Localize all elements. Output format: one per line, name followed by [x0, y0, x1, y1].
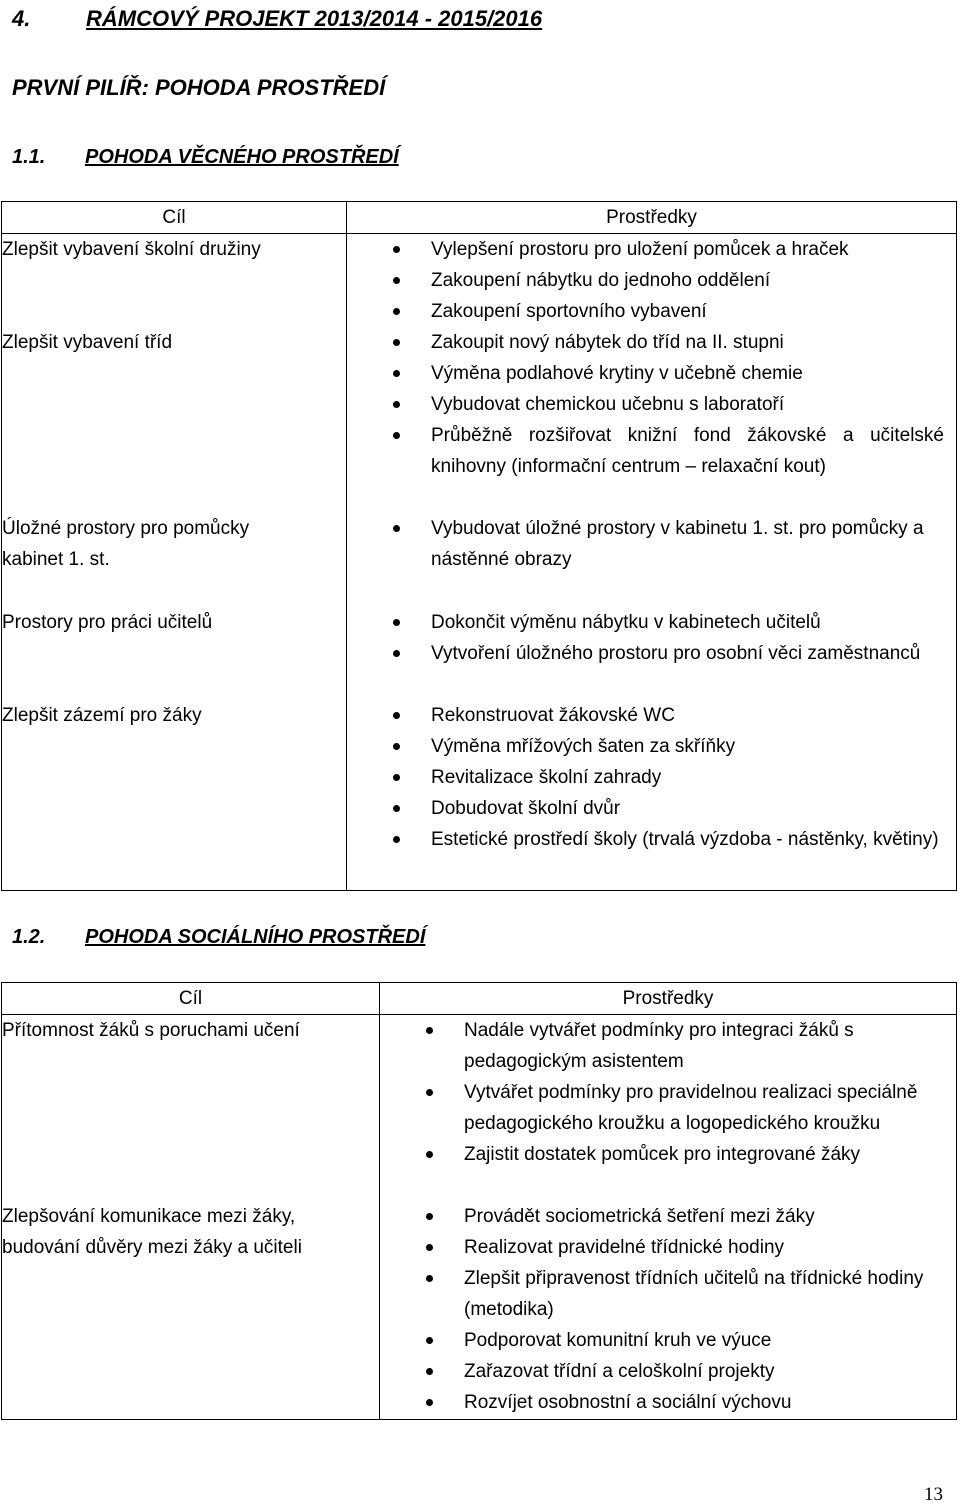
goal-line: Prostory pro práci učitelů	[2, 612, 213, 633]
goal-line: Zlepšit zázemí pro žáky	[2, 705, 202, 726]
list-item: Výměna podlahové krytiny v učebně chemie	[347, 358, 956, 389]
list-item: Revitalizace školní zahrady	[347, 762, 956, 793]
list-item: Dobudovat školní dvůr	[347, 793, 956, 824]
goal-item	[2, 1201, 379, 1263]
list-item: Realizovat pravidelné třídnické hodiny	[380, 1232, 956, 1263]
means-list	[380, 1015, 956, 1201]
subsection-2-title: POHODA SOCIÁLNÍHO PROSTŘEDÍ	[85, 926, 426, 948]
means-list	[347, 700, 956, 855]
pillar-title: PRVNÍ PILÍŘ: POHODA PROSTŘEDÍ	[12, 75, 386, 100]
list-item: Vytvářet podmínky pro pravidelnou realizaci speciálně pedagogického kroužku a logopedického kroužku	[380, 1077, 956, 1139]
table-header-goal: Cíl	[2, 983, 380, 1015]
goal-line: Přítomnost žáků s poruchami učení	[2, 1020, 300, 1041]
table-header-means: Prostředky	[347, 202, 957, 234]
goal-item	[2, 327, 346, 513]
list-item: Zakoupení nábytku do jednoho oddělení	[347, 265, 956, 296]
table-row-body	[2, 234, 957, 891]
list-item: Průběžně rozšiřovat knižní fond žákovské a učitelské knihovny (informační centrum – relaxační kout)	[347, 420, 956, 482]
means-column	[380, 1015, 957, 1420]
goal-item	[2, 513, 346, 607]
subsection-1-heading	[12, 143, 399, 171]
list-item: Zakoupení sportovního vybavení	[347, 296, 956, 327]
table-socialni-prostredi	[1, 982, 957, 1420]
goal-item	[2, 234, 346, 327]
goal-line: Zlepšit vybavení školní družiny	[2, 239, 261, 260]
means-list	[347, 234, 956, 327]
list-item: Rozvíjet osobnostní a sociální výchovu	[380, 1387, 956, 1418]
subsection-2-number: 1.2.	[12, 926, 46, 948]
list-item: Výměna mřížových šaten za skříňky	[347, 731, 956, 762]
goal-line: Zlepšování komunikace mezi žáky,	[2, 1206, 296, 1227]
page-number: 13	[924, 1484, 943, 1505]
means-list	[380, 1201, 956, 1418]
table-row-body	[2, 1015, 957, 1420]
table-header-means: Prostředky	[380, 983, 957, 1015]
list-item: Provádět sociometrická šetření mezi žáky	[380, 1201, 956, 1232]
goal-item	[2, 607, 346, 700]
goal-line: budování důvěry mezi žáky a učiteli	[2, 1237, 302, 1258]
means-list	[347, 327, 956, 513]
list-item: Estetické prostředí školy (trvalá výzdoba - nástěnky, květiny)	[347, 824, 956, 855]
table-header-row	[2, 983, 957, 1015]
list-item: Zakoupit nový nábytek do tříd na II. stupni	[347, 327, 956, 358]
section-title-text: RÁMCOVÝ PROJEKT 2013/2014 - 2015/2016	[86, 6, 543, 31]
goal-item	[2, 700, 346, 731]
list-item: Vytvoření úložného prostoru pro osobní věci zaměstnanců	[347, 638, 956, 669]
subsection-1-title: POHODA VĚCNÉHO PROSTŘEDÍ	[85, 146, 399, 168]
goals-column	[2, 1015, 380, 1420]
list-item: Zajistit dostatek pomůcek pro integrované žáky	[380, 1139, 956, 1170]
list-item: Zařazovat třídní a celoškolní projekty	[380, 1356, 956, 1387]
goal-line: Úložné prostory pro pomůcky	[2, 518, 250, 539]
list-item: Nadále vytvářet podmínky pro integraci žáků s pedagogickým asistentem	[380, 1015, 956, 1077]
table-header-goal: Cíl	[2, 202, 347, 234]
list-item: Dokončit výměnu nábytku v kabinetech učitelů	[347, 607, 956, 638]
goal-line: kabinet 1. st.	[2, 549, 110, 570]
list-item: Vybudovat úložné prostory v kabinetu 1. st. pro pomůcky a nástěnné obrazy	[347, 513, 956, 575]
means-list	[347, 513, 956, 607]
section-number: 4.	[12, 6, 31, 31]
subsection-1-number: 1.1.	[12, 146, 46, 168]
section-title	[12, 4, 542, 34]
list-item: Vylepšení prostoru pro uložení pomůcek a hraček	[347, 234, 956, 265]
table-vecne-prostredi	[1, 201, 957, 891]
table-header-row	[2, 202, 957, 234]
goal-item	[2, 1015, 379, 1201]
means-list	[347, 607, 956, 700]
subsection-2-heading	[12, 923, 425, 951]
goal-line: Zlepšit vybavení tříd	[2, 332, 173, 353]
means-column	[347, 234, 957, 891]
goals-column	[2, 234, 347, 891]
list-item: Podporovat komunitní kruh ve výuce	[380, 1325, 956, 1356]
list-item: Vybudovat chemickou učebnu s laboratoří	[347, 389, 956, 420]
list-item: Zlepšit připravenost třídních učitelů na třídnické hodiny (metodika)	[380, 1263, 956, 1325]
list-item: Rekonstruovat žákovské WC	[347, 700, 956, 731]
